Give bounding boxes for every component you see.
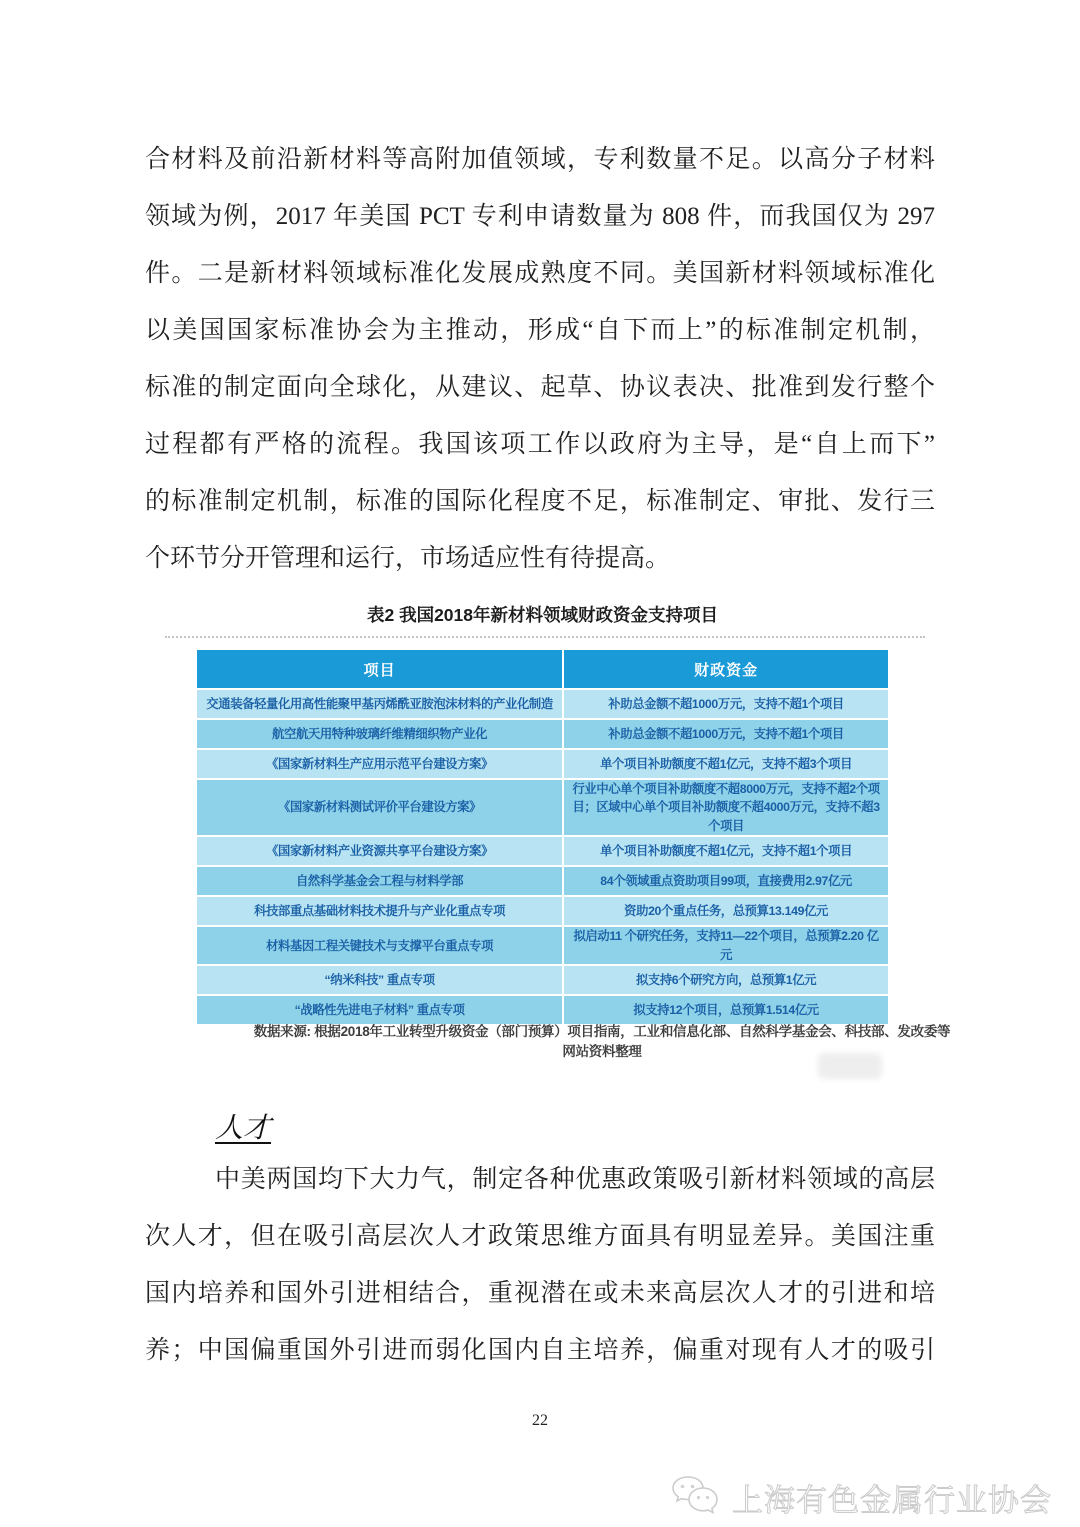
paragraph-line: 领域为例，2017 年美国 PCT 专利申请数量为 808 件，而我国仅为 297 <box>145 203 935 230</box>
scan-smudge <box>818 1053 882 1079</box>
paragraph-line: 过程都有严格的流程。我国该项工作以政府为主导，是“自上而下” <box>145 431 935 458</box>
table-row <box>197 750 888 778</box>
paragraph-line: 个环节分开管理和运行，市场适应性有待提高。 <box>145 545 671 572</box>
table-cell: 材料基因工程关键技术与支撑平台重点专项 <box>197 927 562 964</box>
dotted-divider <box>165 636 925 638</box>
table-cell: 自然科学基金会工程与材料学部 <box>197 867 562 895</box>
table-row <box>197 966 888 994</box>
table-source-note: 数据来源: 根据2018年工业转型升级资金（部门预算）项目指南，工业和信息化部、自然科学基金会、科技部、发改委等网站资料整理 <box>253 1024 951 1059</box>
table-cell: 拟启动11 个研究任务，支持11—22个项目，总预算2.20 亿元 <box>564 927 888 964</box>
column-header-project: 项目 <box>197 650 562 688</box>
table-cell: 拟支持6个研究方向，总预算1亿元 <box>564 966 888 994</box>
paragraph-line: 国内培养和国外引进相结合，重视潜在或未来高层次人才的引进和培 <box>145 1280 935 1307</box>
table-row <box>197 720 888 748</box>
paragraph-line: 件。二是新材料领域标准化发展成熟度不同。美国新材料领域标准化 <box>145 260 935 287</box>
table-cell: 补助总金额不超1000万元，支持不超1个项目 <box>564 690 888 718</box>
paragraph-line: 次人才，但在吸引高层次人才政策思维方面具有明显差异。美国注重 <box>145 1223 935 1250</box>
wechat-chat-bubbles-icon <box>670 1474 722 1520</box>
table-cell: 科技部重点基础材料技术提升与产业化重点专项 <box>197 897 562 925</box>
table-cell: “纳米科技” 重点专项 <box>197 966 562 994</box>
table-cell: 行业中心单个项目补助额度不超8000万元，支持不超2个项目；区域中心单个项目补助额度不超4000万元，支持不超3个项目 <box>564 780 888 835</box>
column-header-funding: 财政资金 <box>564 650 888 688</box>
table-cell: 《国家新材料测试评价平台建设方案》 <box>197 780 562 835</box>
paragraph-standards <box>145 131 935 587</box>
paragraph-line: 合材料及前沿新材料等高附加值领域，专利数量不足。以高分子材料 <box>145 146 935 173</box>
table-row <box>197 867 888 895</box>
table-cell: 拟支持12个项目，总预算1.514亿元 <box>564 996 888 1024</box>
paragraph-line: 的标准制定机制，标准的国际化程度不足，标准制定、审批、发行三 <box>145 488 935 515</box>
table-cell: 单个项目补助额度不超1亿元，支持不超3个项目 <box>564 750 888 778</box>
table-cell: 84个领域重点资助项目99项，直接费用2.97亿元 <box>564 867 888 895</box>
paragraph-line: 以美国国家标准协会为主推动，形成“自下而上”的标准制定机制， <box>145 317 935 344</box>
table-cell: 单个项目补助额度不超1亿元，支持不超1个项目 <box>564 837 888 865</box>
watermark <box>670 1466 1052 1527</box>
page-number: 22 <box>532 1412 548 1429</box>
table-row <box>197 897 888 925</box>
table-title: 表2 我国2018年新材料领域财政资金支持项目 <box>366 605 719 625</box>
table-cell: 《国家新材料产业资源共享平台建设方案》 <box>197 837 562 865</box>
funding-table <box>195 648 890 1026</box>
watermark-text: 上海有色金属行业协会 <box>732 1482 1052 1518</box>
table-row <box>197 837 888 865</box>
table-cell: 资助20个重点任务，总预算13.149亿元 <box>564 897 888 925</box>
table-cell: 交通装备轻量化用高性能聚甲基丙烯酰亚胺泡沫材料的产业化制造 <box>197 690 562 718</box>
section-heading-talent: 人才 <box>215 1113 272 1144</box>
paragraph-talent <box>145 1151 935 1379</box>
table-cell: “战略性先进电子材料” 重点专项 <box>197 996 562 1024</box>
paragraph-line: 养；中国偏重国外引进而弱化国内自主培养，偏重对现有人才的吸引 <box>145 1337 935 1364</box>
table-cell: 《国家新材料生产应用示范平台建设方案》 <box>197 750 562 778</box>
table-row <box>197 690 888 718</box>
table-row <box>197 927 888 964</box>
table-header-row <box>197 650 888 688</box>
table-cell: 补助总金额不超1000万元，支持不超1个项目 <box>564 720 888 748</box>
paragraph-line: 标准的制定面向全球化，从建议、起草、协议表决、批准到发行整个 <box>145 374 935 401</box>
paragraph-line: 中美两国均下大力气，制定各种优惠政策吸引新材料领域的高层 <box>215 1166 935 1193</box>
table-cell: 航空航天用特种玻璃纤维精细织物产业化 <box>197 720 562 748</box>
table-row <box>197 780 888 835</box>
